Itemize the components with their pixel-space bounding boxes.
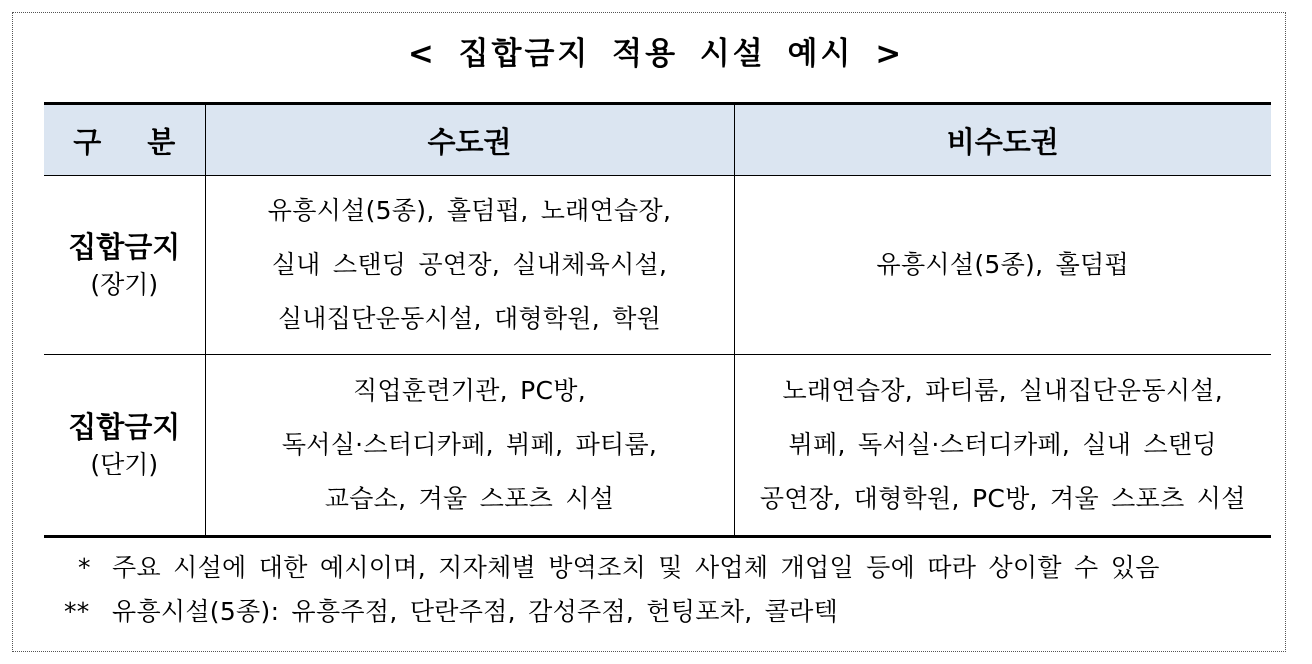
cell-capital-short-term bbox=[205, 355, 734, 537]
cell-line: 직업훈련기관, PC방, bbox=[352, 376, 587, 405]
cell-line: 유흥시설(5종), 홀덤펍 bbox=[876, 250, 1129, 279]
footnote-mark: ** bbox=[64, 597, 90, 626]
cell-line: 뷔페, 독서실·스터디카페, 실내 스탠딩 bbox=[788, 430, 1217, 459]
footnotes bbox=[64, 546, 1160, 634]
header-capital-area: 수도권 bbox=[205, 104, 734, 176]
cell-line: 노래연습장, 파티룸, 실내집단운동시설, bbox=[782, 376, 1223, 405]
cell-non-capital-short-term bbox=[734, 355, 1271, 537]
facility-table bbox=[44, 102, 1271, 538]
table-row-short-term bbox=[44, 355, 1271, 537]
row-label-main: 집합금지 bbox=[68, 410, 181, 444]
cell-non-capital-long-term bbox=[734, 176, 1271, 355]
footnote-text: 유흥시설(5종): 유흥주점, 단란주점, 감성주점, 헌팅포차, 콜라텍 bbox=[112, 597, 839, 626]
footnote-mark: * bbox=[78, 553, 91, 582]
table-row-long-term bbox=[44, 176, 1271, 355]
document-title: < 집합금지 적용 시설 예시 > bbox=[407, 36, 905, 72]
cell-capital-long-term bbox=[205, 176, 734, 355]
cell-line: 공연장, 대형학원, PC방, 겨울 스포츠 시설 bbox=[759, 484, 1246, 513]
row-label-sub: (장기) bbox=[90, 270, 159, 299]
row-label-long-term bbox=[44, 176, 205, 355]
footnote-1 bbox=[64, 546, 1160, 590]
footnote-2 bbox=[64, 590, 1160, 634]
cell-line: 교습소, 겨울 스포츠 시설 bbox=[324, 484, 615, 513]
table-header-row bbox=[44, 104, 1271, 176]
row-label-main: 집합금지 bbox=[68, 230, 181, 264]
row-label-sub: (단기) bbox=[90, 450, 159, 479]
header-category: 구 분 bbox=[44, 104, 205, 176]
cell-line: 독서실·스터디카페, 뷔페, 파티룸, bbox=[281, 430, 658, 459]
row-label-short-term bbox=[44, 355, 205, 537]
cell-line: 실내 스탠딩 공연장, 실내체육시설, bbox=[271, 250, 668, 279]
cell-line: 유흥시설(5종), 홀덤펍, 노래연습장, bbox=[267, 196, 672, 225]
header-non-capital-area: 비수도권 bbox=[734, 104, 1271, 176]
footnote-text: 주요 시설에 대한 예시이며, 지자체별 방역조치 및 사업체 개업일 등에 따라 상이할 수 있음 bbox=[112, 553, 1160, 582]
cell-line: 실내집단운동시설, 대형학원, 학원 bbox=[277, 304, 662, 333]
